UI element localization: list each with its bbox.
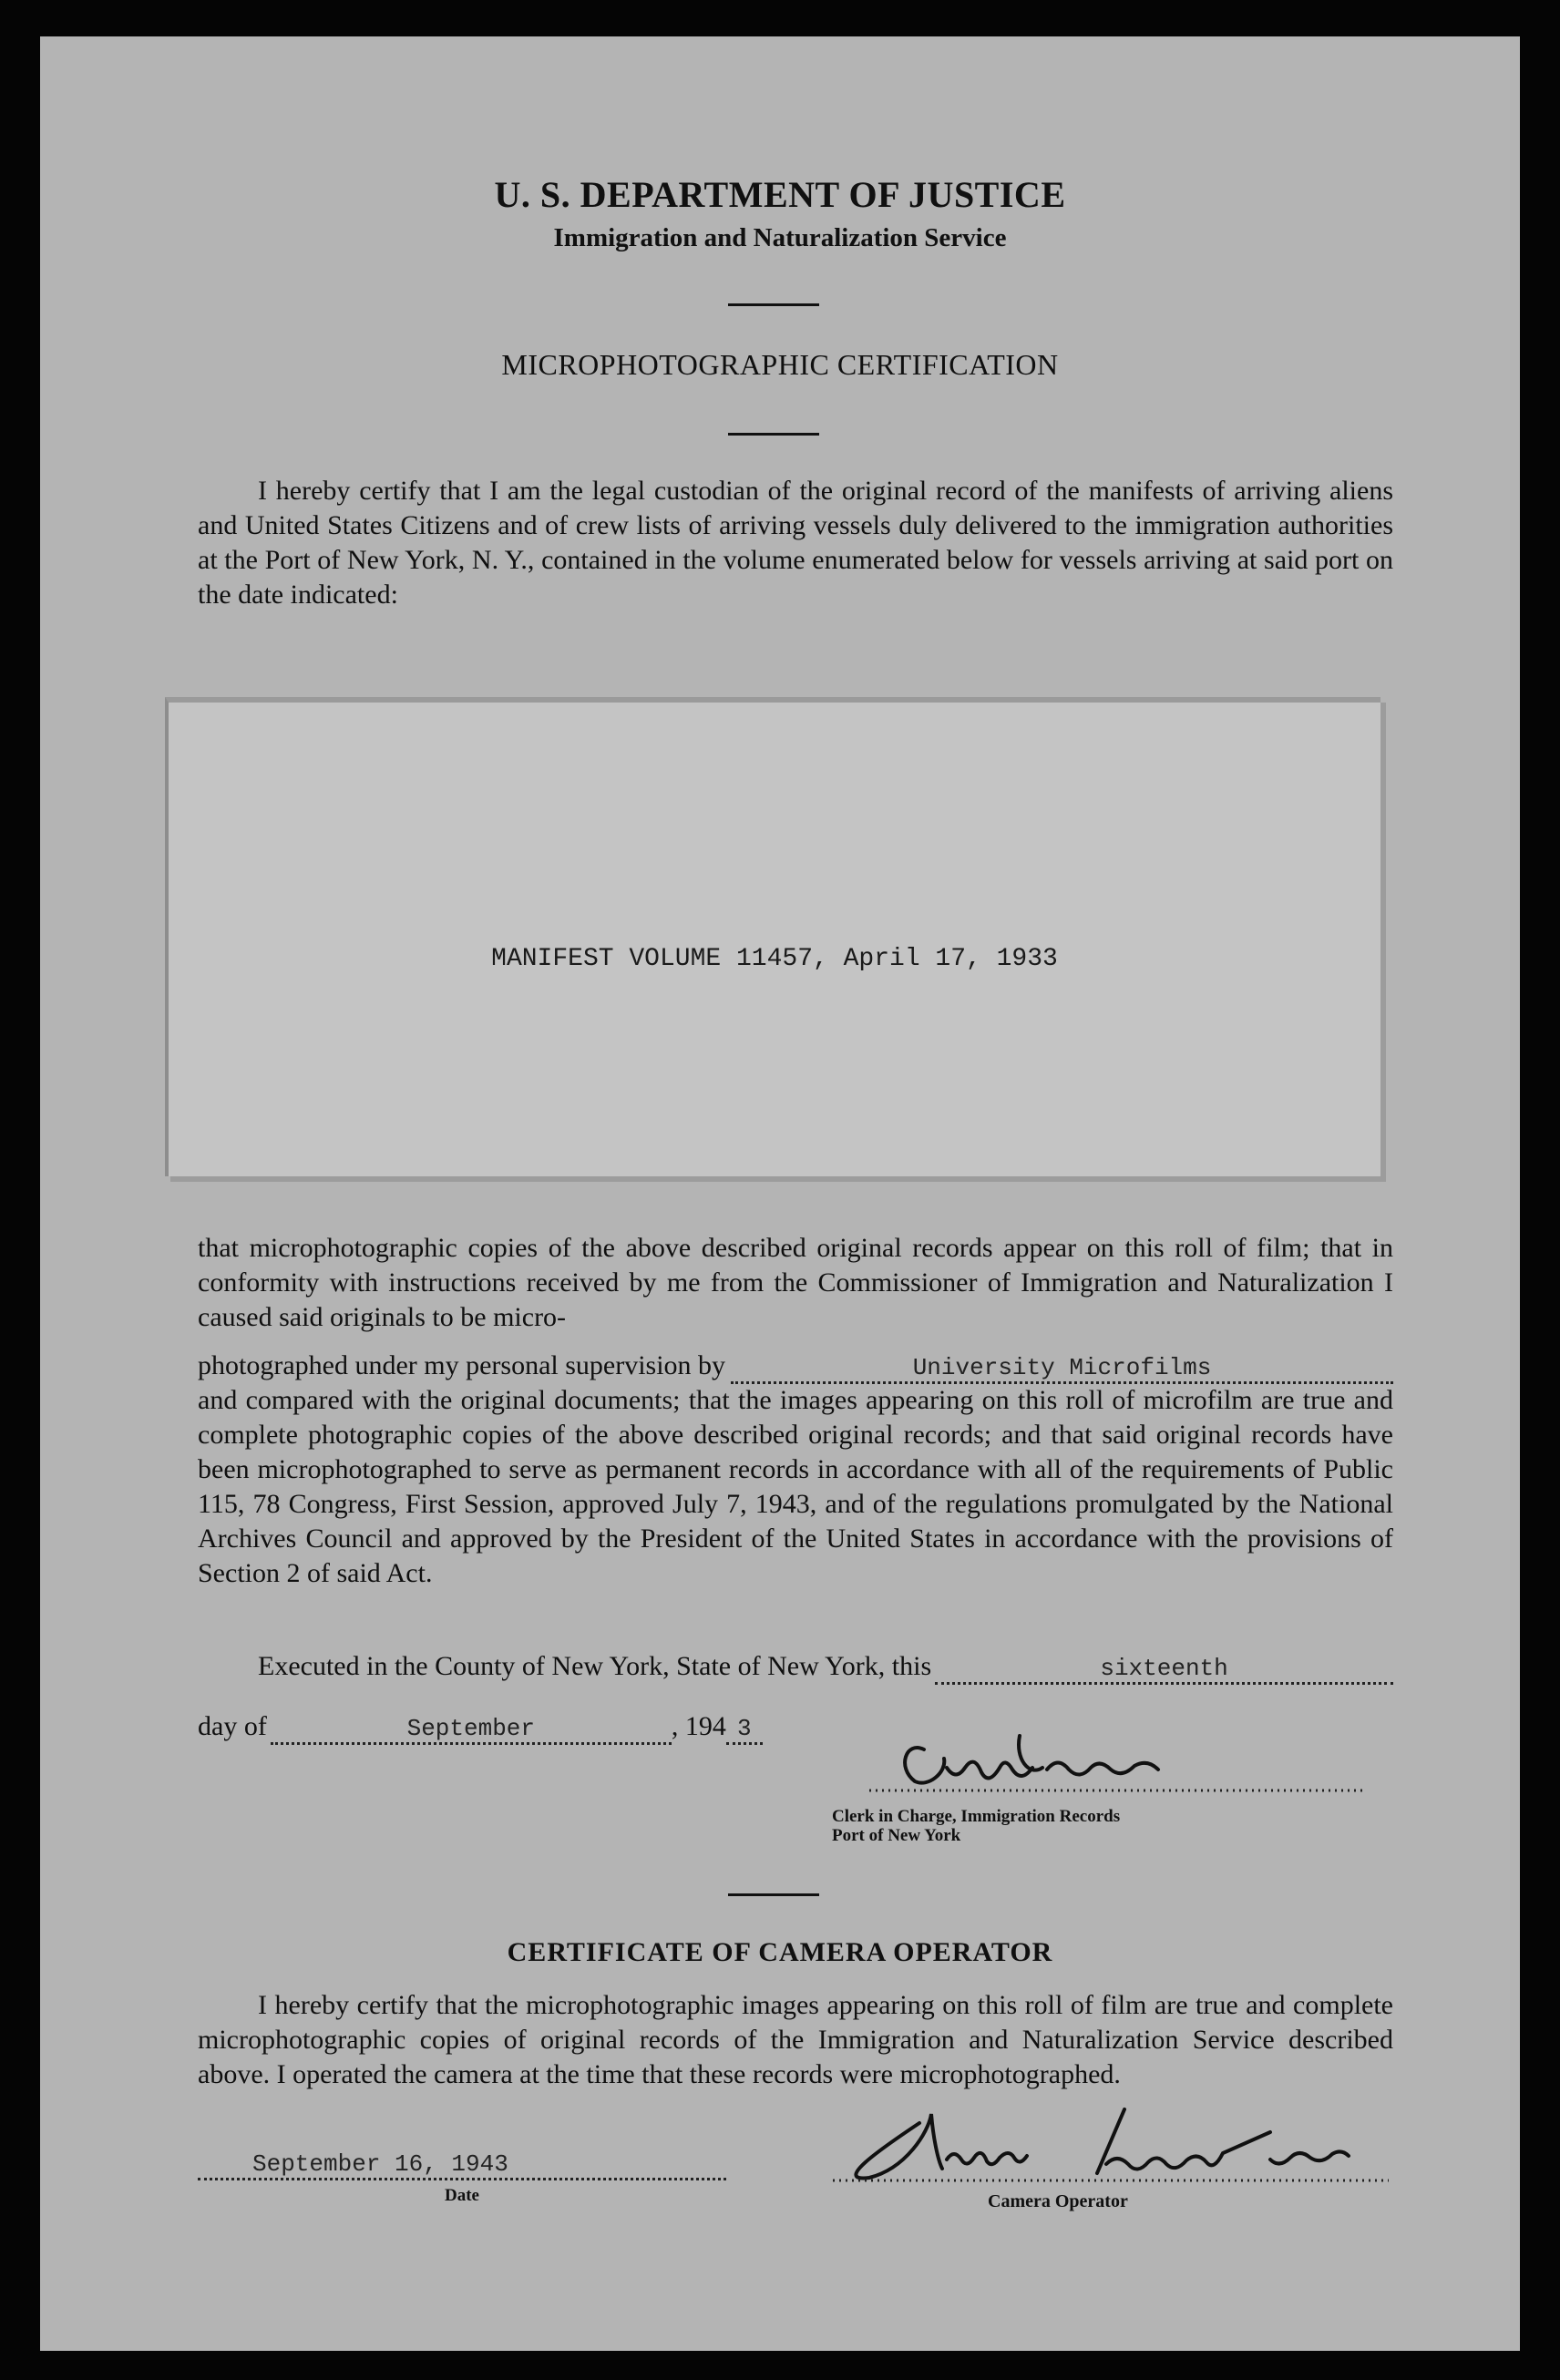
year-prefix: , 194 [671,1711,726,1741]
certificate-sheet [40,36,1520,2351]
photographed-prefix: photographed under my personal supervision by [198,1350,726,1380]
camera-operator-title: CERTIFICATE OF CAMERA OPERATOR [507,1937,1053,1967]
execution-line [258,1649,1393,1685]
clerk-signature [860,1731,1370,1795]
camera-operator-paragraph: I hereby certify that the microphotographic images appearing on this roll of film are true and complete microphotographic copies of original records of the Immigration and Naturalization Service described above. I operated the camera at the time that these records were microphotographed. [198,1990,1393,2089]
execution-month: September [271,1715,672,1745]
body-paragraph-part2: and compared with the original documents; that the images appearing on this roll of microfilm are true and complete photographic copies of the above described original records; and that said original records have been microphotographed to serve as permanent records in accordance with all of the requirements of Public 115, 78 Congress, First Session, approved July 7, 1943, and of the regulations promulgated by the National Archives Council and approved by the President of the United States in accordance with the provisions of Section 2 of said Act. [198,1385,1393,1588]
department-heading: U. S. DEPARTMENT OF JUSTICE [494,174,1066,215]
microfilmer-line [198,1349,1393,1384]
intro-paragraph: I hereby certify that I am the legal custodian of the original record of the manifests of arriving aliens and United States Citizens and of crew lists of arriving vessels duly delivered to the immigration authorities at the Port of New York, N. Y., contained in the volume enumerated below for vessels arriving at said port on the date indicated: [198,476,1393,610]
clerk-title-line2: Port of New York [832,1826,961,1845]
divider-rule [728,433,819,436]
divider-rule [728,1893,819,1896]
body-paragraph-part1: that microphotographic copies of the above described original records appear on this roll of film; that in conformity with instructions received by me from the Commissioner of Immigration and Naturalization I caused said originals to be micro- [198,1233,1393,1332]
volume-card [165,697,1380,1176]
certification-title: MICROPHOTOGRAPHIC CERTIFICATION [501,348,1059,381]
execution-prefix: Executed in the County of New York, State of New York, this [258,1651,932,1681]
manifest-volume-text: MANIFEST VOLUME 11457, April 17, 1933 [491,945,1058,973]
operator-date-value: September 16, 1943 [198,2150,726,2180]
date-label: Date [445,2186,479,2205]
day-of-label: day of [198,1711,267,1741]
camera-operator-label: Camera Operator [988,2191,1128,2211]
divider-rule [728,303,819,306]
operator-date-block [198,2150,726,2206]
date-line [198,1709,763,1745]
microfilmer-name: University Microfilms [731,1354,1393,1384]
execution-day: sixteenth [935,1655,1393,1685]
camera-operator-signature [824,2096,1407,2187]
service-subheading: Immigration and Naturalization Service [553,223,1007,252]
year-digit: 3 [726,1715,763,1745]
clerk-title-line1: Clerk in Charge, Immigration Records [832,1807,1121,1826]
